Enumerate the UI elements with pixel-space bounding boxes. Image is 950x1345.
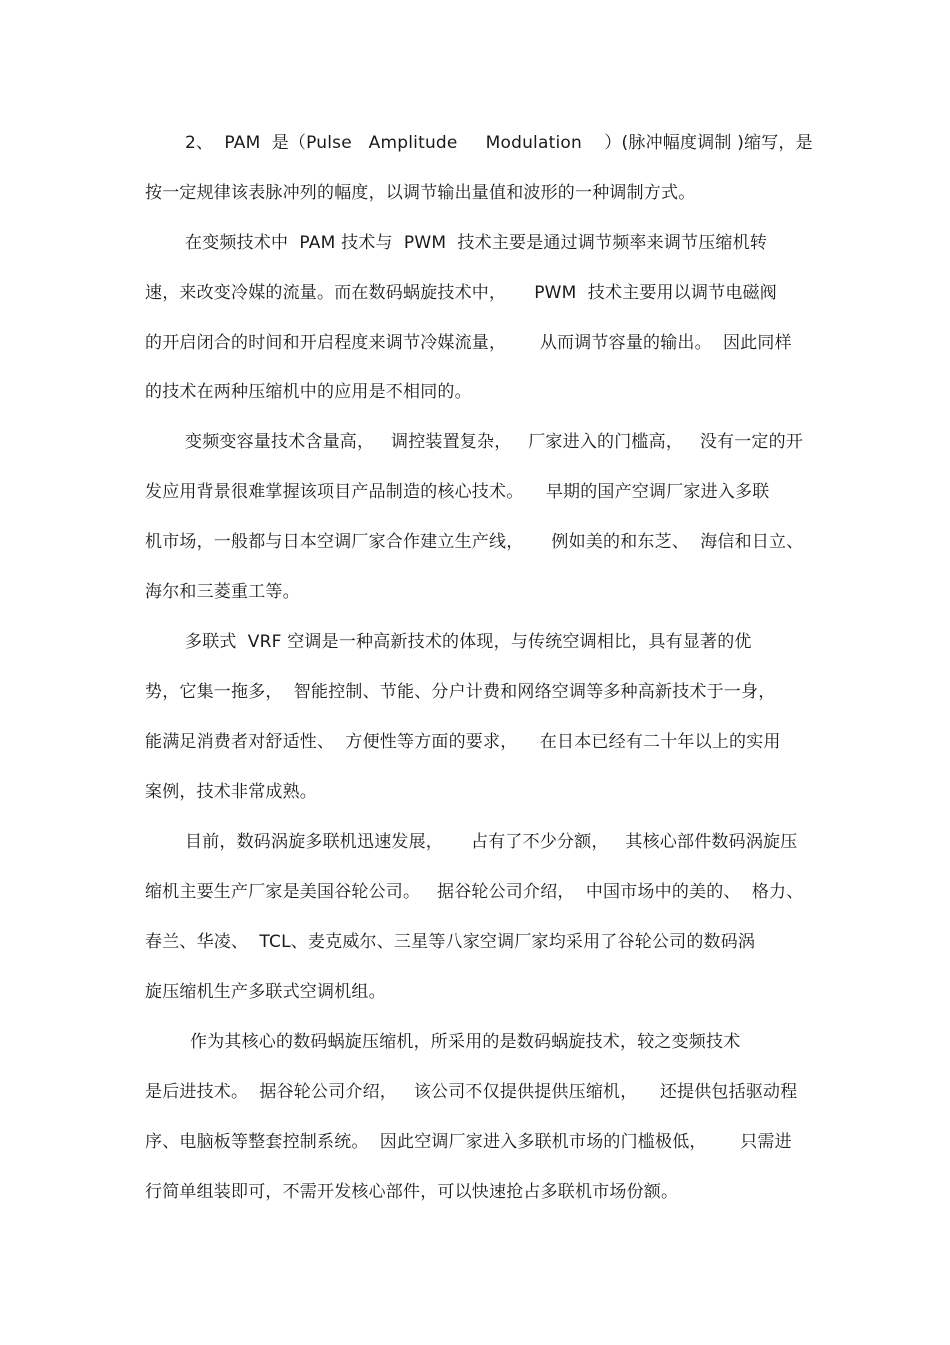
paragraph-5-line-1: 目前，数码涡旋多联机迅速发展， 占有了不少分额， 其核心部件数码涡旋压 — [185, 832, 798, 852]
paragraph-4-line-2: 势，它集一拖多， 智能控制、节能、分户计费和网络空调等多种高新技术于一身， — [145, 682, 776, 702]
paragraph-1-line-2: 按一定规律该表脉冲列的幅度，以调节输出量值和波形的一种调制方式。 — [145, 183, 696, 203]
paragraph-6-line-3: 序、电脑板等整套控制系统。 因此空调厂家进入多联机市场的门槛极低， 只需进 — [145, 1132, 792, 1152]
paragraph-3-line-3: 机市场，一般都与日本空调厂家合作建立生产线， 例如美的和东芝、 海信和日立、 — [145, 532, 804, 552]
paragraph-5-line-4: 旋压缩机生产多联式空调机组。 — [145, 982, 386, 1002]
paragraph-6-line-1: 作为其核心的数码蜗旋压缩机，所采用的是数码蜗旋技术，较之变频技术 — [190, 1032, 741, 1052]
paragraph-6-line-4: 行简单组装即可，不需开发核心部件，可以快速抢占多联机市场份额。 — [145, 1182, 679, 1202]
paragraph-2-line-2: 速，来改变冷媒的流量。而在数码蜗旋技术中， PWM 技术主要用以调节电磁阀 — [145, 283, 777, 303]
paragraph-3-line-1: 变频变容量技术含量高， 调控装置复杂， 厂家进入的门槛高， 没有一定的开 — [185, 432, 804, 452]
paragraph-4-line-4: 案例，技术非常成熟。 — [145, 782, 317, 802]
paragraph-2-line-3: 的开启闭合的时间和开启程度来调节冷媒流量， 从而调节容量的输出。 因此同样 — [145, 333, 792, 353]
paragraph-2-line-4: 的技术在两种压缩机中的应用是不相同的。 — [145, 382, 472, 402]
paragraph-3-line-4: 海尔和三菱重工等。 — [145, 582, 300, 602]
paragraph-5-line-3: 春兰、华凌、 TCL、麦克威尔、三星等八家空调厂家均采用了谷轮公司的数码涡 — [145, 932, 756, 952]
paragraph-5-line-2: 缩机主要生产厂家是美国谷轮公司。 据谷轮公司介绍， 中国市场中的美的、 格力、 — [145, 882, 804, 902]
paragraph-3-line-2: 发应用背景很难掌握该项目产品制造的核心技术。 早期的国产空调厂家进入多联 — [145, 482, 770, 502]
paragraph-2-line-1: 在变频技术中 PAM 技术与 PWM 技术主要是通过调节频率来调节压缩机转 — [185, 233, 768, 253]
paragraph-1-line-1: 2、 PAM 是（Pulse Amplitude Modulation ）(脉冲幅度调制 )缩写，是 — [185, 133, 813, 153]
paragraph-4-line-3: 能满足消费者对舒适性、 方便性等方面的要求， 在日本已经有二十年以上的实用 — [145, 732, 781, 752]
paragraph-6-line-2: 是后进技术。 据谷轮公司介绍， 该公司不仅提供提供压缩机， 还提供包括驱动程 — [145, 1082, 798, 1102]
paragraph-4-line-1: 多联式 VRF 空调是一种高新技术的体现，与传统空调相比，具有显著的优 — [185, 632, 752, 652]
